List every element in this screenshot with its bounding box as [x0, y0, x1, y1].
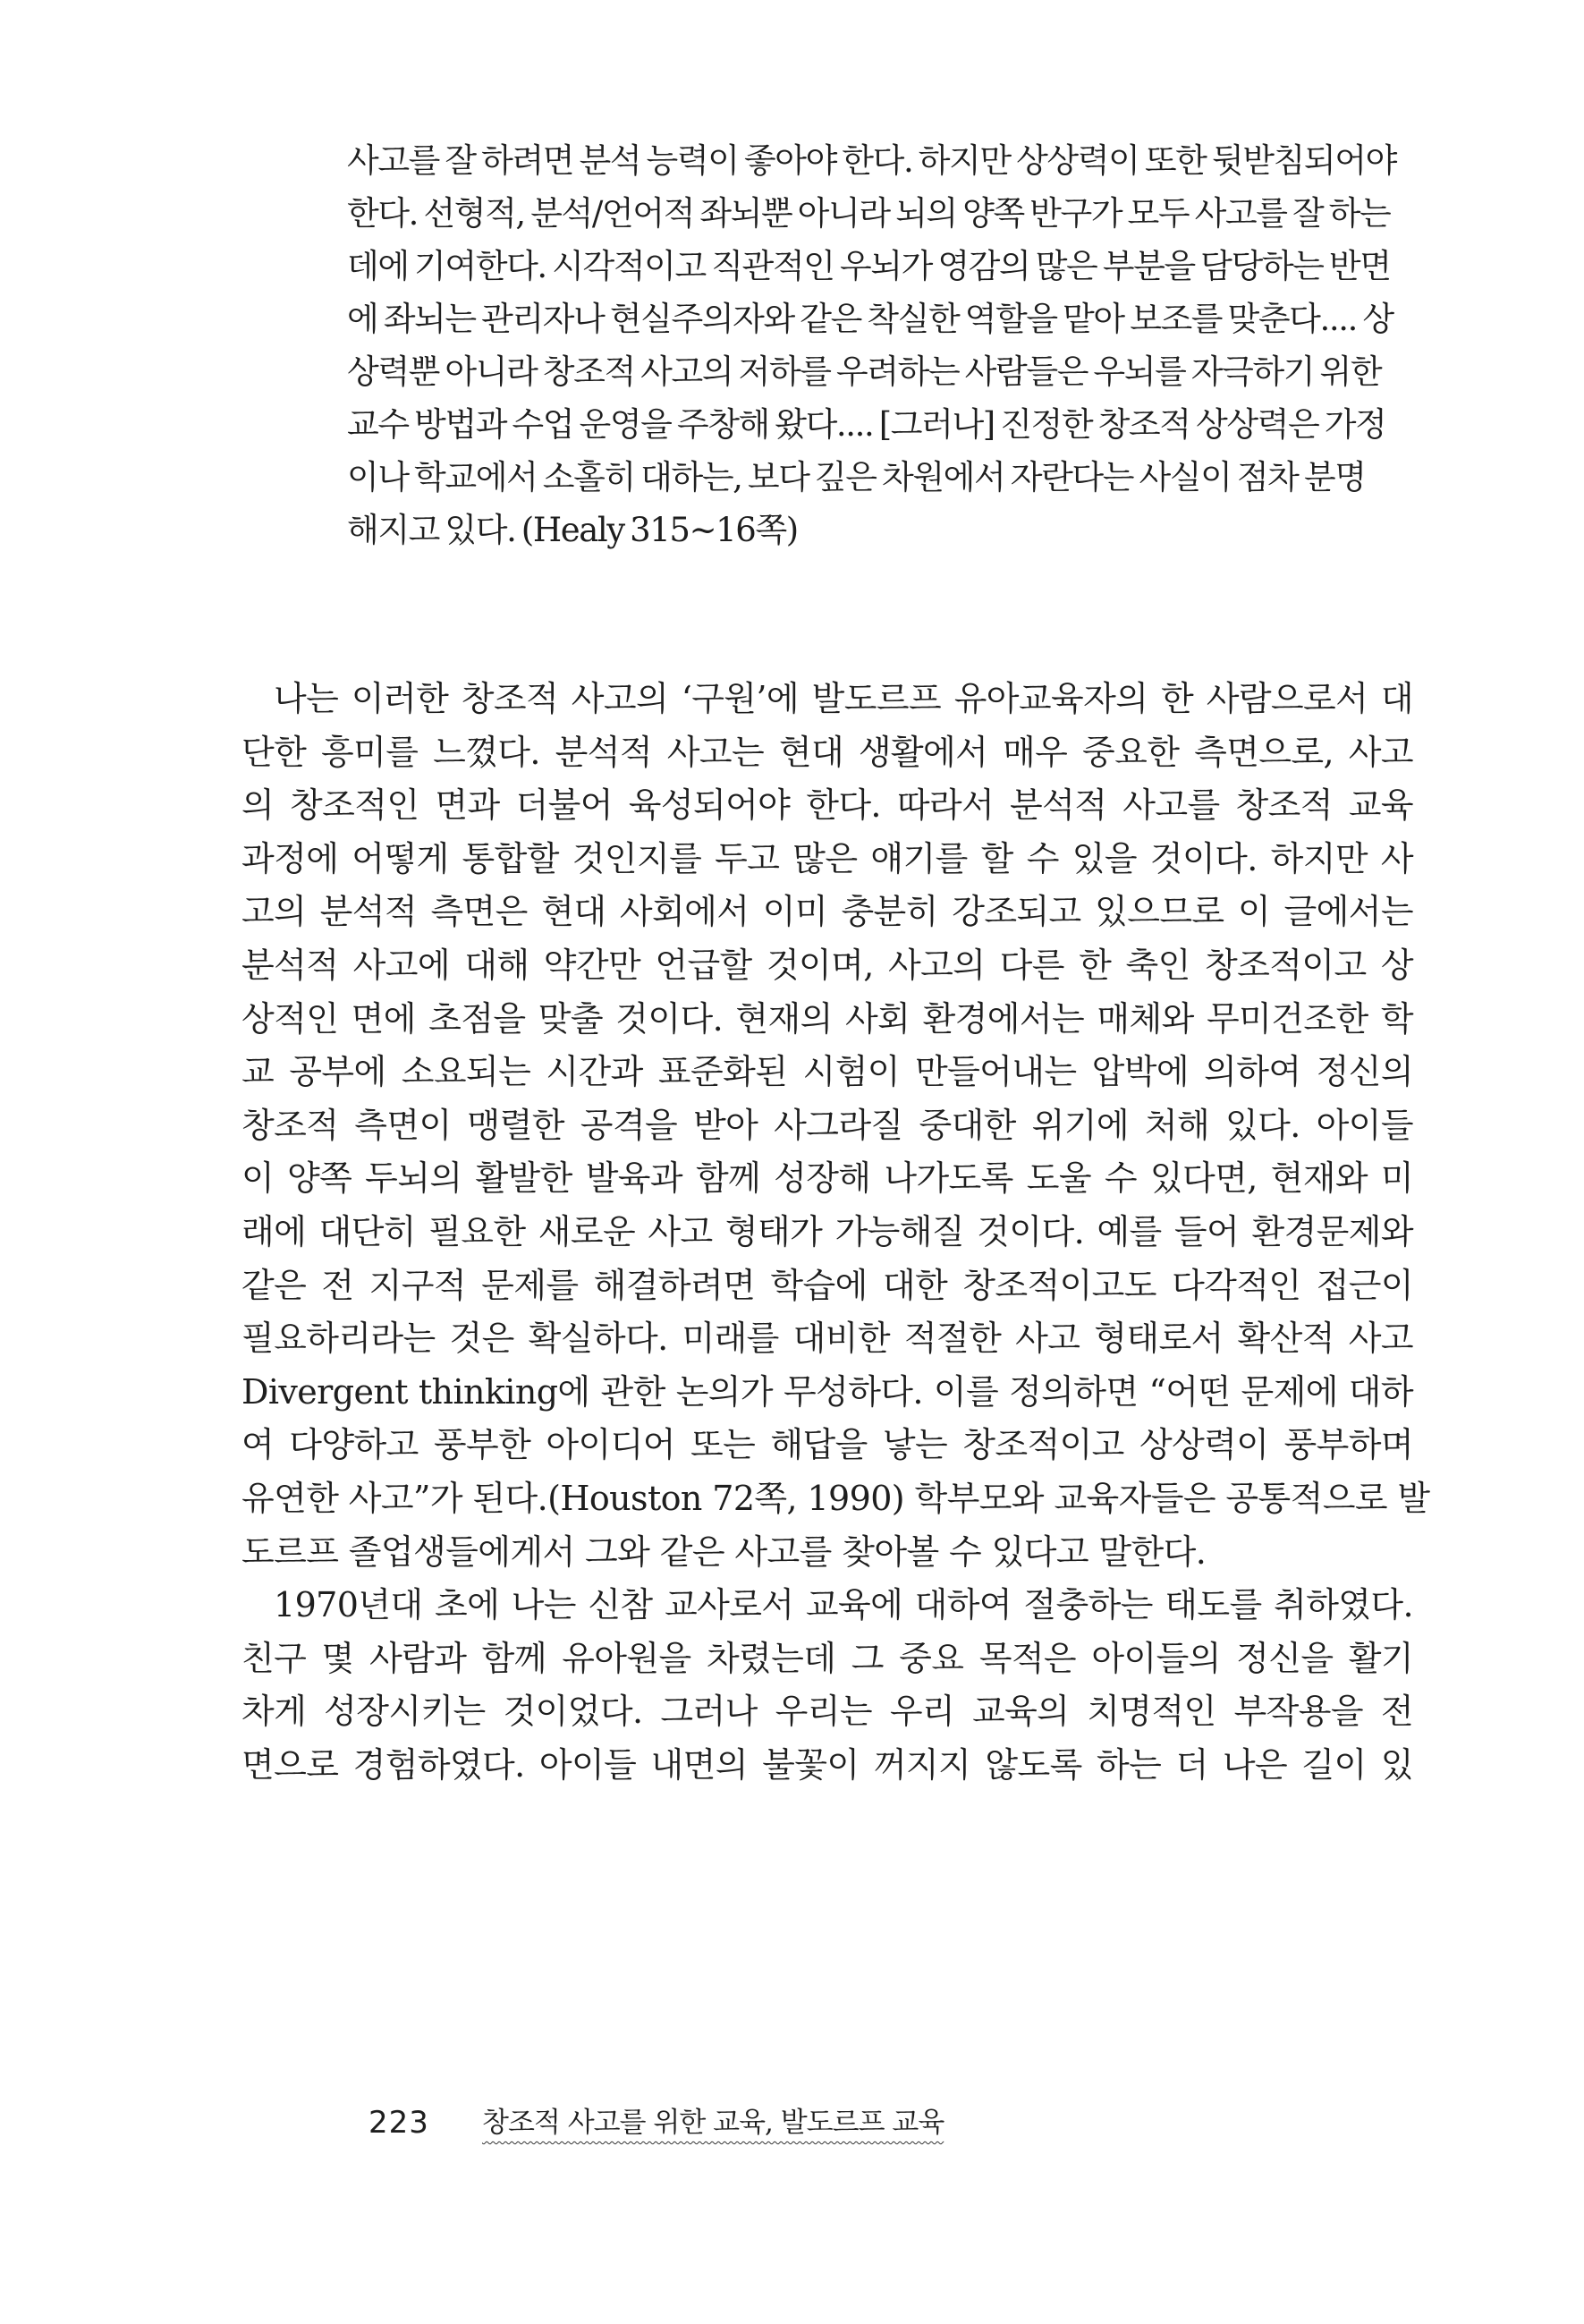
text-line: 분석적 사고에 대해 약간만 언급할 것이며, 사고의 다른 한 축인 창조적이고 상 [241, 945, 1413, 985]
paragraph-1 [241, 673, 1430, 1579]
text-line: 교 공부에 소요되는 시간과 표준화된 시험이 만들어내는 압박에 의하여 정신의 [241, 1052, 1413, 1092]
text-line: 상적인 면에 초점을 맞출 것이다. 현재의 사회 환경에서는 매체와 무미건조한 학 [241, 998, 1413, 1039]
text-line: 차게 성장시키는 것이었다. 그러나 우리는 우리 교육의 치명적인 부작용을 전 [241, 1692, 1413, 1732]
text-line: 고의 분석적 측면은 현대 사회에서 이미 충분히 강조되고 있으므로 이 글에서는 [241, 892, 1413, 932]
text-line: Divergent thinking에 관한 논의가 무성하다. 이를 정의하면 “어떤 문제에 대하 [241, 1371, 1413, 1412]
text-line: 같은 전 지구적 문제를 해결하려면 학습에 대한 창조적이고도 다각적인 접근이 [241, 1265, 1413, 1305]
text-line: 래에 대단히 필요한 새로운 사고 형태가 가능해질 것이다. 예를 들어 환경문제와 [241, 1211, 1413, 1251]
block-quote [347, 134, 1411, 556]
quote-line: 이나 학교에서 소홀히 대하는, 보다 깊은 차원에서 자란다는 사실이 점차 분명 [347, 458, 1366, 496]
page-number: 223 [368, 2105, 429, 2141]
text-line: 의 창조적인 면과 더불어 육성되어야 한다. 따라서 분석적 사고를 창조적 교육 [241, 785, 1413, 826]
text-line: 과정에 어떻게 통합할 것인지를 두고 많은 얘기를 할 수 있을 것이다. 하지만 사 [241, 838, 1413, 878]
text-line: 창조적 측면이 맹렬한 공격을 받아 사그라질 중대한 위기에 처해 있다. 아이들 [241, 1105, 1413, 1145]
text-line: 이 양쪽 두뇌의 활발한 발육과 함께 성장해 나가도록 도울 수 있다면, 현재와 미 [241, 1158, 1413, 1199]
quote-line: 한다. 선형적, 분석/언어적 좌뇌뿐 아니라 뇌의 양쪽 반구가 모두 사고를 잘 하는 [347, 194, 1391, 233]
text-line: 친구 몇 사람과 함께 유아원을 차렸는데 그 중요 목적은 아이들의 정신을 활기 [241, 1638, 1413, 1678]
quote-line: 사고를 잘 하려면 분석 능력이 좋아야 한다. 하지만 상상력이 또한 뒷받침되어야 [347, 141, 1396, 180]
quote-line: 교수 방법과 수업 운영을 주창해 왔다.... [그러나] 진정한 창조적 상상력은 가정 [347, 405, 1386, 444]
text-line: 유연한 사고”가 된다.(Houston 72쪽, 1990) 학부모와 교육자들은 공통적으로 발 [241, 1478, 1430, 1518]
text-line: 필요하리라는 것은 확실하다. 미래를 대비한 적절한 사고 형태로서 확산적 사고 [241, 1319, 1413, 1359]
quote-line: 에 좌뇌는 관리자나 현실주의자와 같은 착실한 역할을 맡아 보조를 맞춘다.... 상 [347, 300, 1393, 338]
body-text [241, 673, 1430, 1792]
quote-line: 데에 기여한다. 시각적이고 직관적인 우뇌가 영감의 많은 부분을 담당하는 반면 [347, 247, 1391, 285]
page-footer [368, 2100, 944, 2145]
text-line: 단한 흥미를 느꼈다. 분석적 사고는 현대 생활에서 매우 중요한 측면으로, 사고 [241, 732, 1413, 772]
text-line: 1970년대 초에 나는 신참 교사로서 교육에 대하여 절충하는 태도를 취하였다. [274, 1585, 1413, 1625]
text-line: 면으로 경험하였다. 아이들 내면의 불꽃이 꺼지지 않도록 하는 더 나은 길이 있 [241, 1744, 1413, 1785]
text-line: 나는 이러한 창조적 사고의 ‘구원’에 발도르프 유아교육자의 한 사람으로서 대 [274, 679, 1413, 718]
running-title: 창조적 사고를 위한 교육, 발도르프 교육 [482, 2107, 944, 2139]
quote-line: 상력뿐 아니라 창조적 사고의 저하를 우려하는 사람들은 우뇌를 자극하기 위한 [347, 352, 1382, 391]
text-line: 여 다양하고 풍부한 아이디어 또는 해답을 낳는 창조적이고 상상력이 풍부하며 [241, 1425, 1413, 1465]
text-line: 도르프 졸업생들에게서 그와 같은 사고를 찾아볼 수 있다고 말한다. [241, 1531, 1207, 1572]
quote-line: 해지고 있다. (Healy 315~16쪽) [347, 511, 798, 549]
paragraph-2 [241, 1579, 1413, 1792]
